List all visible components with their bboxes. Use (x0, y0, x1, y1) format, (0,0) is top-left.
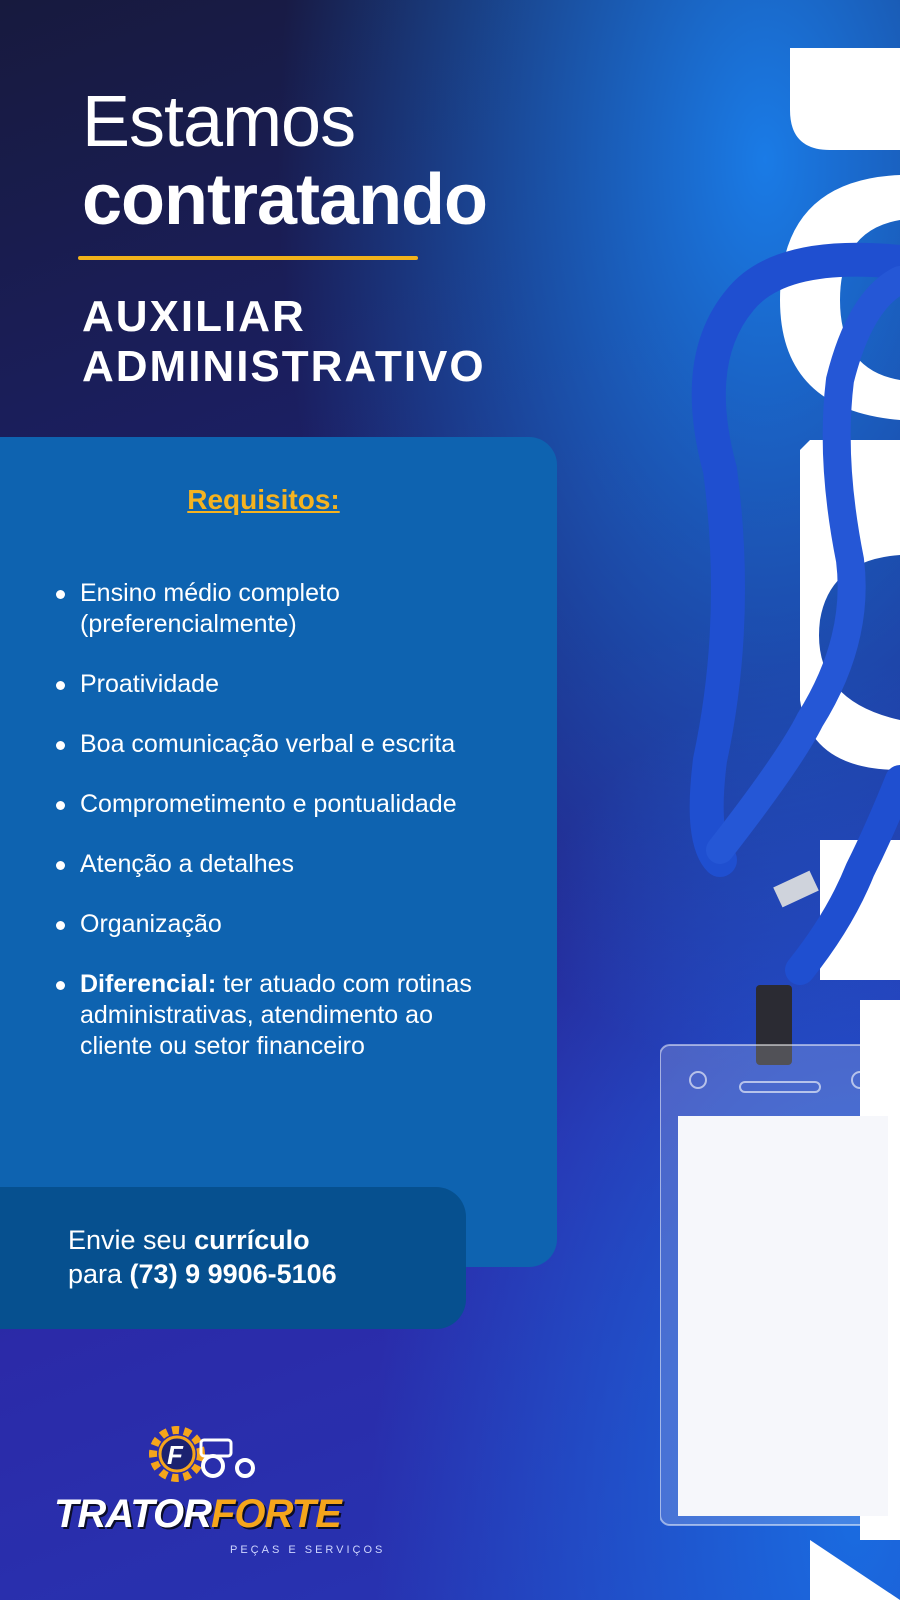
requirement-item (50, 578, 490, 640)
requirement-item (50, 969, 490, 1062)
requirement-text: Comprometimento e pontualidade (80, 790, 457, 818)
company-logo (50, 1420, 386, 1560)
accent-divider (78, 256, 418, 260)
badge-card (678, 1116, 888, 1516)
contact-prefix: Envie seu (68, 1225, 195, 1255)
bullet-icon (56, 921, 65, 930)
requirements-title: Requisitos: (187, 484, 340, 515)
requirement-item (50, 729, 490, 760)
gear-tractor-icon (145, 1420, 265, 1490)
emblem-letter: F (167, 1440, 183, 1470)
job-title-line-1: AUXILIAR (82, 292, 306, 341)
contact-phone[interactable]: (73) 9 9906-5106 (129, 1259, 337, 1289)
bullet-icon (56, 741, 65, 750)
decorative-letter (810, 1540, 900, 1600)
requirement-text: Organização (80, 910, 222, 938)
headline-line-2: contratando (82, 160, 488, 240)
brand-tagline: PEÇAS E SERVIÇOS (230, 1544, 386, 1556)
requirement-text: Boa comunicação verbal e escrita (80, 730, 456, 758)
lanyard-badge-decoration (660, 0, 900, 1600)
brand-name-orange: FORTE (210, 1492, 341, 1536)
requirement-item (50, 789, 490, 820)
requirement-text: ter atuado com rotinas administrativas, atendimento ao cliente ou setor financeiro (80, 970, 472, 1060)
requirement-item (50, 669, 490, 700)
headline (82, 82, 487, 238)
contact-resume: currículo (194, 1225, 310, 1255)
headline-line-1: Estamos (82, 82, 356, 162)
requirement-text: Atenção a detalhes (80, 850, 295, 878)
decorative-letter (790, 48, 900, 150)
job-title (82, 292, 486, 392)
requirement-item (50, 849, 490, 880)
brand-name (54, 1492, 341, 1537)
contact-box (0, 1187, 466, 1329)
contact-prefix-2: para (68, 1259, 130, 1289)
brand-name-white: TRATOR (54, 1492, 211, 1536)
bullet-icon (56, 590, 65, 599)
requirement-item (50, 909, 490, 940)
requirement-text: Ensino médio completo (preferencialmente) (80, 579, 340, 638)
lanyard-clip (773, 871, 819, 908)
contact-text (68, 1223, 337, 1291)
job-title-line-2: ADMINISTRATIVO (82, 342, 486, 391)
requirement-highlight: Diferencial: (80, 970, 217, 998)
requirements-list (50, 578, 490, 1091)
bullet-icon (56, 681, 65, 690)
bullet-icon (56, 981, 65, 990)
bullet-icon (56, 801, 65, 810)
bullet-icon (56, 861, 65, 870)
requirement-text: Proatividade (80, 670, 219, 698)
